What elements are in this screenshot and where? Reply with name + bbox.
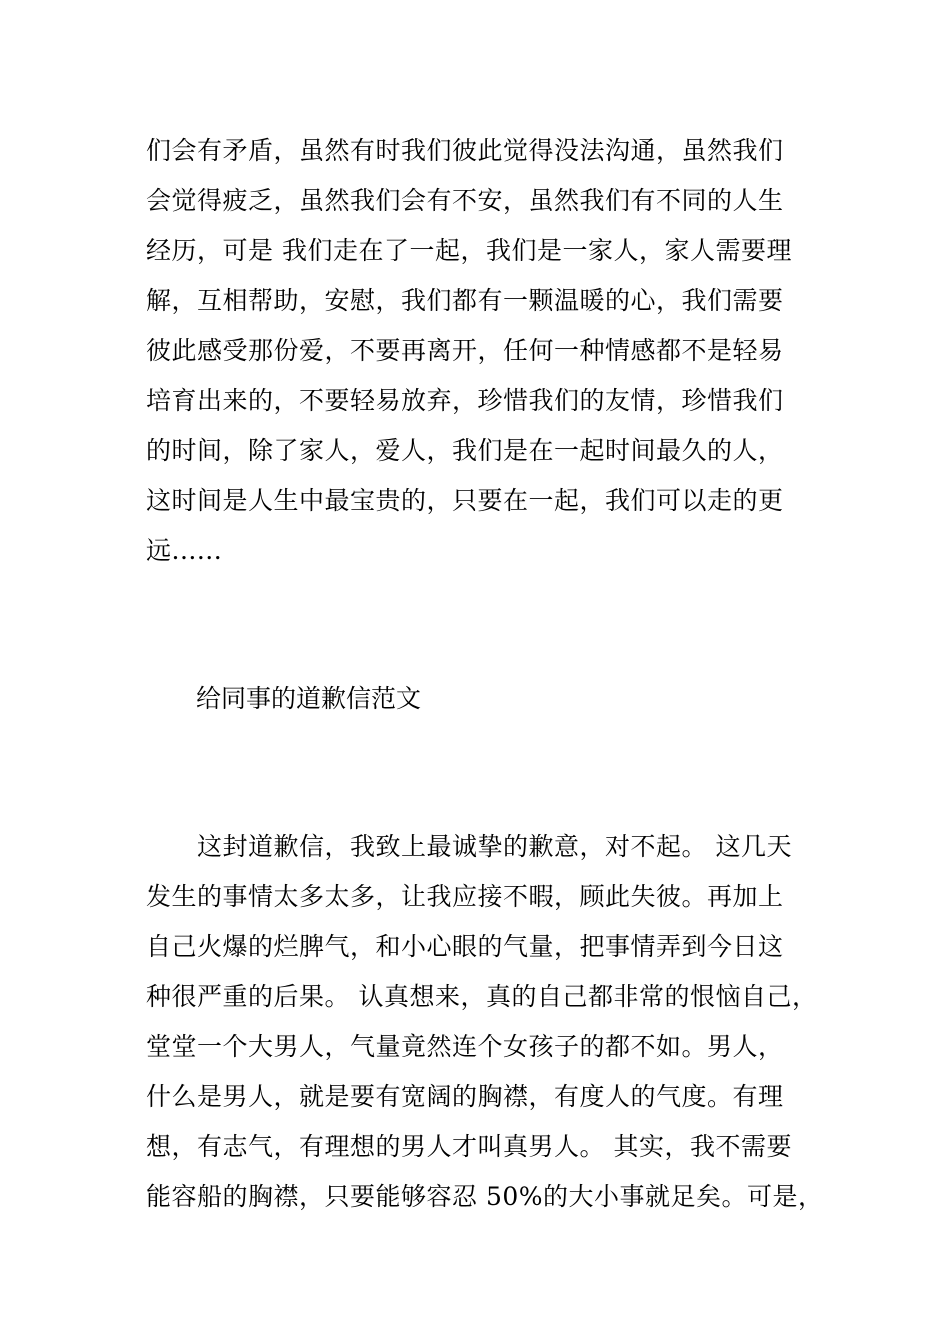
text-line: 会觉得疲乏，虽然我们会有不安，虽然我们有不同的人生	[146, 186, 784, 215]
text-line: 解，互相帮助，安慰，我们都有一颗温暖的心，我们需要	[146, 286, 784, 315]
text-line: 发生的事情太多太多，让我应接不暇，顾此失彼。再加上	[146, 882, 784, 911]
text-line: 堂堂一个大男人，气量竟然连个女孩子的都不如。男人，	[146, 1032, 784, 1061]
text-line: 经历，可是 我们走在了一起，我们是一家人，家人需要理	[146, 236, 792, 265]
text-line: 远......	[146, 536, 223, 565]
text-line: 能容船的胸襟，只要能够容忍 50%的大小事就足矣。可是，	[146, 1182, 824, 1211]
text-line: 彼此感受那份爱，不要再离开，任何一种情感都不是轻易	[146, 336, 784, 365]
text-line: 种很严重的后果。 认真想来，真的自己都非常的恨恼自己，	[146, 982, 818, 1011]
paragraph-apology	[146, 822, 826, 1222]
text-line: 这时间是人生中最宝贵的，只要在一起，我们可以走的更	[146, 486, 784, 515]
text-line: 的时间，除了家人，爱人，我们是在一起时间最久的人，	[146, 436, 784, 465]
text-line: 想，有志气，有理想的男人才叫真男人。 其实，我不需要	[146, 1132, 792, 1161]
text-line: 们会有矛盾，虽然有时我们彼此觉得没法沟通，虽然我们	[146, 136, 784, 165]
text-line: 什么是男人，就是要有宽阔的胸襟，有度人的气度。有理	[146, 1082, 784, 1111]
text-line: 培育出来的，不要轻易放弃，珍惜我们的友情，珍惜我们	[146, 386, 784, 415]
section-heading: 给同事的道歉信范文	[196, 684, 422, 713]
paragraph-friendship	[146, 126, 826, 576]
text-line: 自己火爆的烂脾气，和小心眼的气量，把事情弄到今日这	[146, 932, 784, 961]
text-line: 这封道歉信，我致上最诚挚的歉意，对不起。 这几天	[146, 832, 792, 861]
